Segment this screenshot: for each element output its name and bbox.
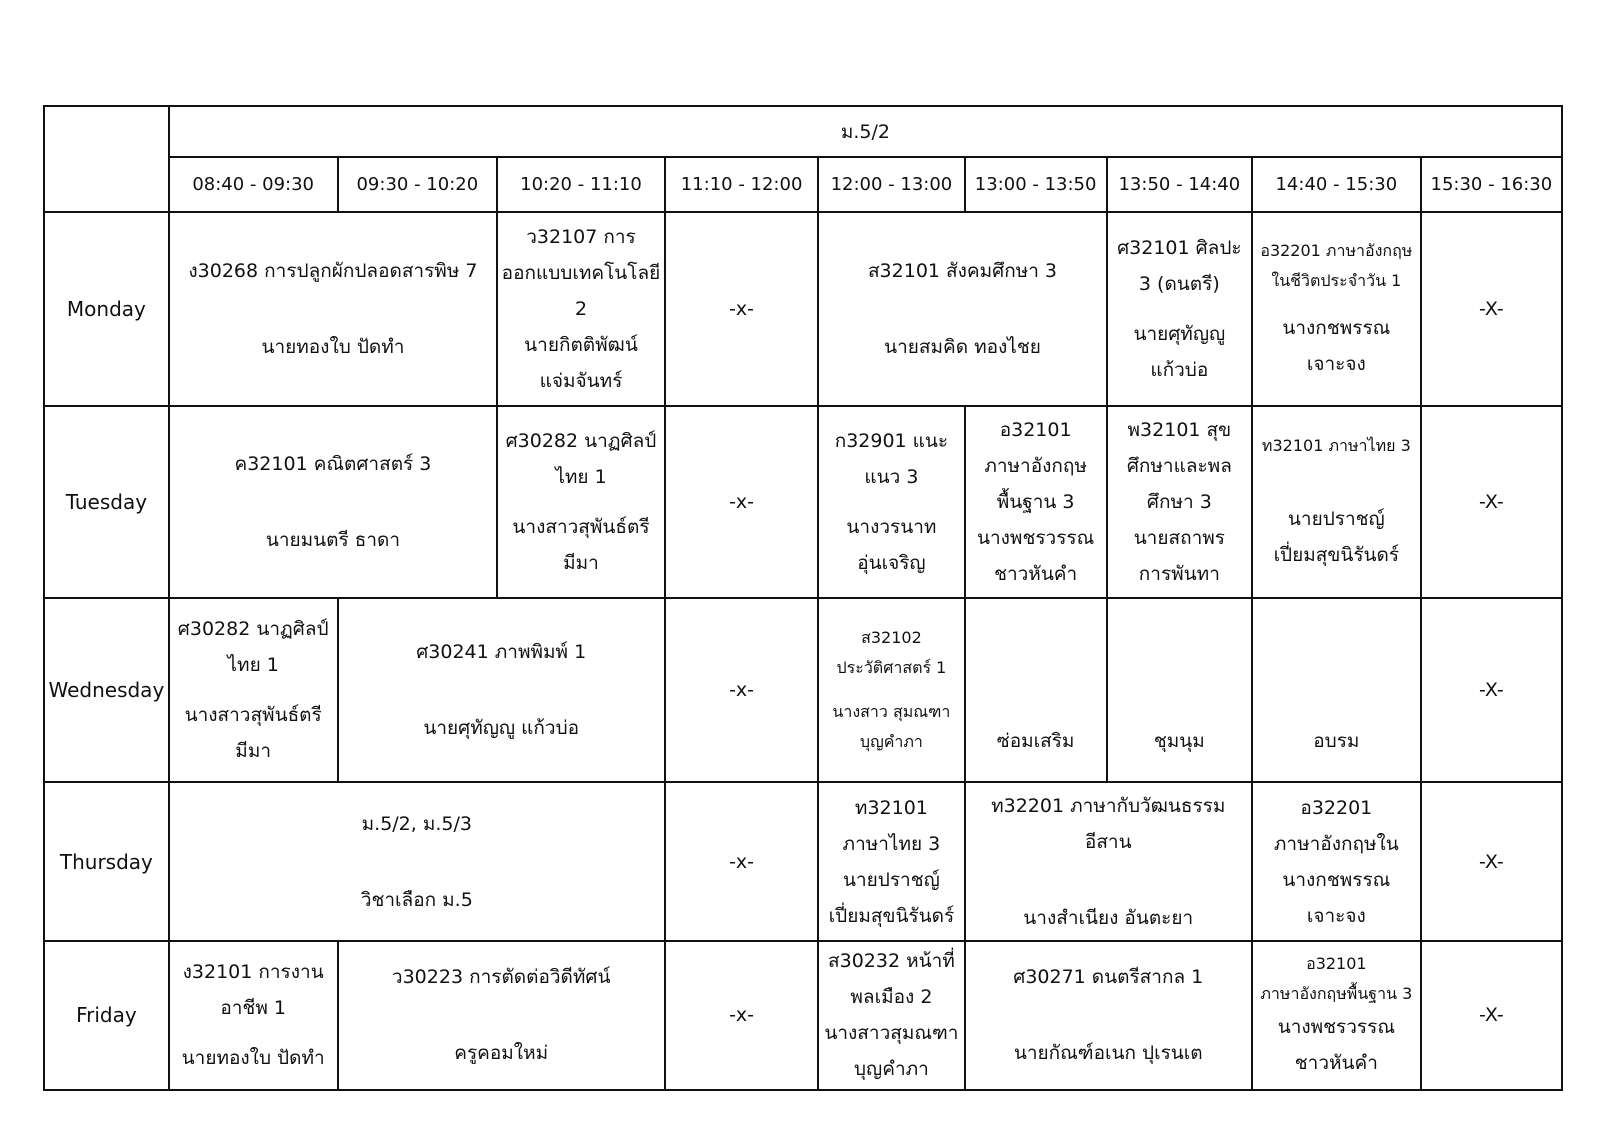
- teacher: การพันทา: [1138, 563, 1220, 586]
- subject: อ32201 ภาษาอังกฤษ: [1260, 241, 1413, 261]
- mon-p1-cell: [169, 212, 497, 406]
- timetable: [43, 105, 1563, 1091]
- subject: อ32201: [1300, 796, 1373, 819]
- tue-p8-cell: [1252, 406, 1421, 598]
- tue-p5-cell: [818, 406, 964, 598]
- row-thursday: [44, 782, 1562, 940]
- subject: อ32101: [1306, 954, 1367, 974]
- teacher: บุญคำภา: [854, 1058, 929, 1081]
- day-thursday: Thursday: [44, 782, 169, 940]
- teacher: นางพชรวรรณ: [977, 527, 1095, 550]
- subject: ออกแบบเทคโนโลยี: [501, 262, 661, 285]
- subject: ว30223 การตัดต่อวิดีทัศน์: [391, 966, 611, 989]
- teacher: ครูคอมใหม่: [454, 1042, 549, 1065]
- subject: พื้นฐาน 3: [996, 491, 1075, 514]
- subject: แนว 3: [864, 466, 919, 489]
- subject: ค32101 คณิตศาสตร์ 3: [234, 453, 432, 476]
- subject: ท32101: [854, 796, 928, 819]
- tue-p6-cell: [965, 406, 1107, 598]
- subject: ศ30271 ดนตรีสากล 1: [1013, 966, 1204, 989]
- mon-p3-cell: [497, 212, 665, 406]
- teacher: เปี่ยมสุขนิรันดร์: [828, 904, 955, 927]
- subject: พ32101 สุข: [1127, 419, 1232, 442]
- teacher: นายทองใบ ปัดทำ: [261, 336, 405, 359]
- class-title: ม.5/2: [169, 106, 1562, 157]
- corner-cell: [44, 106, 169, 212]
- teacher: นายศุทัญญู แก้วบ่อ: [423, 717, 580, 740]
- tue-p7-cell: [1107, 406, 1252, 598]
- subject: ท32201 ภาษากับวัฒนธรรมอีสาน: [991, 794, 1226, 853]
- fri-p1-cell: [169, 941, 338, 1090]
- fri-p8-cell: [1252, 941, 1421, 1090]
- day-friday: Friday: [44, 941, 169, 1090]
- thu-end: -X-: [1421, 782, 1562, 940]
- thu-p1-cell: [169, 782, 665, 940]
- wed-p1-cell: [169, 598, 338, 782]
- row-wednesday: [44, 598, 1562, 782]
- tue-p1-cell: [169, 406, 497, 598]
- subject: อ32101: [999, 419, 1072, 442]
- subject: ภาษาอังกฤษใน: [1273, 832, 1399, 855]
- activity-remedial: ซ่อมเสริม: [996, 730, 1075, 753]
- tue-end: -X-: [1421, 406, 1562, 598]
- subject: ส30232 หน้าที่: [828, 950, 955, 973]
- fri-p6-cell: [965, 941, 1252, 1090]
- teacher: ชาวหันคำ: [994, 563, 1078, 586]
- teacher: นางวรนาท: [846, 516, 937, 539]
- mon-p8-cell: [1252, 212, 1421, 406]
- subject: ภาษาไทย 3: [842, 832, 941, 855]
- teacher: มีมา: [563, 552, 599, 575]
- thu-break: -x-: [665, 782, 818, 940]
- time-slot-3: 10:20 - 11:10: [497, 157, 665, 212]
- subject: ศ32101 ศิลปะ: [1117, 237, 1242, 260]
- thu-p8-cell: [1252, 782, 1421, 940]
- time-slot-7: 13:50 - 14:40: [1107, 157, 1252, 212]
- time-slot-2: 09:30 - 10:20: [338, 157, 498, 212]
- teacher: วิชาเลือก ม.5: [360, 888, 473, 911]
- teacher: นายสมคิด ทองไชย: [884, 336, 1041, 359]
- subject: ส32102: [861, 628, 922, 648]
- thu-p5-cell: [818, 782, 964, 940]
- fri-p2-cell: [338, 941, 665, 1090]
- time-slot-5: 12:00 - 13:00: [818, 157, 964, 212]
- fri-p5-cell: [818, 941, 964, 1090]
- mon-p7-cell: [1107, 212, 1252, 406]
- subject: ส32101 สังคมศึกษา 3: [867, 260, 1058, 283]
- teacher: นายกัณฑ์อเนก ปุเรนเต: [1013, 1042, 1203, 1065]
- mon-break: -x-: [665, 212, 818, 406]
- subject: ม.5/2, ม.5/3: [361, 812, 472, 835]
- wed-p8-cell: [1252, 598, 1421, 782]
- tue-break: -x-: [665, 406, 818, 598]
- teacher: เปี่ยมสุขนิรันดร์: [1273, 544, 1400, 567]
- wed-p6-cell: [965, 598, 1107, 782]
- teacher: นางสาวสุมณฑา: [824, 1022, 959, 1045]
- subject: ศึกษา 3: [1146, 491, 1212, 514]
- teacher: นายทองใบ ปัดทำ: [181, 1047, 325, 1070]
- subject: ว32107 การ: [526, 226, 636, 249]
- subject: อาชีพ 1: [220, 997, 286, 1020]
- subject: ศ30241 ภาพพิมพ์ 1: [416, 641, 587, 664]
- teacher: มีมา: [235, 740, 272, 763]
- subject: 3 (ดนตรี): [1138, 273, 1220, 296]
- time-slot-1: 08:40 - 09:30: [169, 157, 338, 212]
- teacher: นายปราชญ์: [1287, 508, 1385, 531]
- teacher: บุญคำภา: [859, 732, 923, 752]
- teacher: นางกชพรรณ: [1282, 868, 1391, 891]
- teacher: นางพชรวรรณ: [1277, 1016, 1395, 1039]
- teacher: แจ่มจันทร์: [539, 370, 623, 393]
- time-slot-4: 11:10 - 12:00: [665, 157, 818, 212]
- row-tuesday: [44, 406, 1562, 598]
- subject: ในชีวิตประจำวัน 1: [1271, 271, 1402, 291]
- time-slot-8: 14:40 - 15:30: [1252, 157, 1421, 212]
- subject: ภาษาอังกฤษ: [984, 455, 1087, 478]
- teacher: นางสาวสุพันธ์ตรี: [184, 704, 322, 727]
- teacher: แก้วบ่อ: [1150, 359, 1209, 382]
- subject: ศึกษาและพล: [1126, 455, 1232, 478]
- teacher: นายศุทัญญู: [1133, 323, 1226, 346]
- teacher: นายปราชญ์: [843, 868, 940, 891]
- teacher: นายมนตรี ธาดา: [265, 529, 401, 552]
- teacher: นายกิตติพัฒน์: [524, 334, 638, 357]
- subject: พลเมือง 2: [850, 986, 933, 1009]
- day-wednesday: Wednesday: [44, 598, 169, 782]
- subject: ก32901 แนะ: [834, 430, 949, 453]
- teacher: นางสำเนียง อันตะยา: [1023, 906, 1194, 929]
- teacher: นายสถาพร: [1133, 527, 1225, 550]
- teacher: นางกชพรรณ: [1282, 317, 1391, 340]
- teacher: นางสาว สุมณฑา: [832, 702, 951, 722]
- subject: ภาษาอังกฤษพื้นฐาน 3: [1260, 984, 1413, 1004]
- subject: ง32101 การงาน: [182, 961, 324, 984]
- wed-break: -x-: [665, 598, 818, 782]
- row-friday: [44, 941, 1562, 1090]
- teacher: อุ่นเจริญ: [857, 552, 926, 575]
- subject: ง30268 การปลูกผักปลอดสารพิษ 7: [188, 260, 478, 283]
- teacher: เจาะจง: [1306, 904, 1366, 927]
- activity-club: ชุมนุม: [1153, 730, 1205, 753]
- subject: ศ30282 นาฏศิลป์: [505, 430, 657, 453]
- activity-training: อบรม: [1313, 730, 1360, 753]
- mon-p5-cell: [818, 212, 1106, 406]
- teacher: นางสาวสุพันธ์ตรี: [512, 516, 650, 539]
- subject: ไทย 1: [555, 466, 607, 489]
- subject: ศ30282 นาฏศิลป์: [177, 618, 329, 641]
- wed-p7-cell: [1107, 598, 1252, 782]
- wed-p2-cell: [338, 598, 665, 782]
- fri-end: -X-: [1421, 941, 1562, 1090]
- teacher: เจาะจง: [1306, 353, 1366, 376]
- teacher: ชาวหันคำ: [1294, 1052, 1378, 1075]
- row-monday: [44, 212, 1562, 406]
- subject: ท32101 ภาษาไทย 3: [1261, 436, 1411, 456]
- wed-p5-cell: [818, 598, 964, 782]
- tue-p3-cell: [497, 406, 665, 598]
- subject: ไทย 1: [227, 654, 279, 677]
- day-monday: Monday: [44, 212, 169, 406]
- subject: 2: [574, 298, 588, 321]
- wed-end: -X-: [1421, 598, 1562, 782]
- thu-p6-cell: [965, 782, 1252, 940]
- subject: ประวัติศาสตร์ 1: [836, 658, 947, 678]
- day-tuesday: Tuesday: [44, 406, 169, 598]
- fri-break: -x-: [665, 941, 818, 1090]
- mon-end: -X-: [1421, 212, 1562, 406]
- time-slot-9: 15:30 - 16:30: [1421, 157, 1562, 212]
- time-slot-6: 13:00 - 13:50: [965, 157, 1107, 212]
